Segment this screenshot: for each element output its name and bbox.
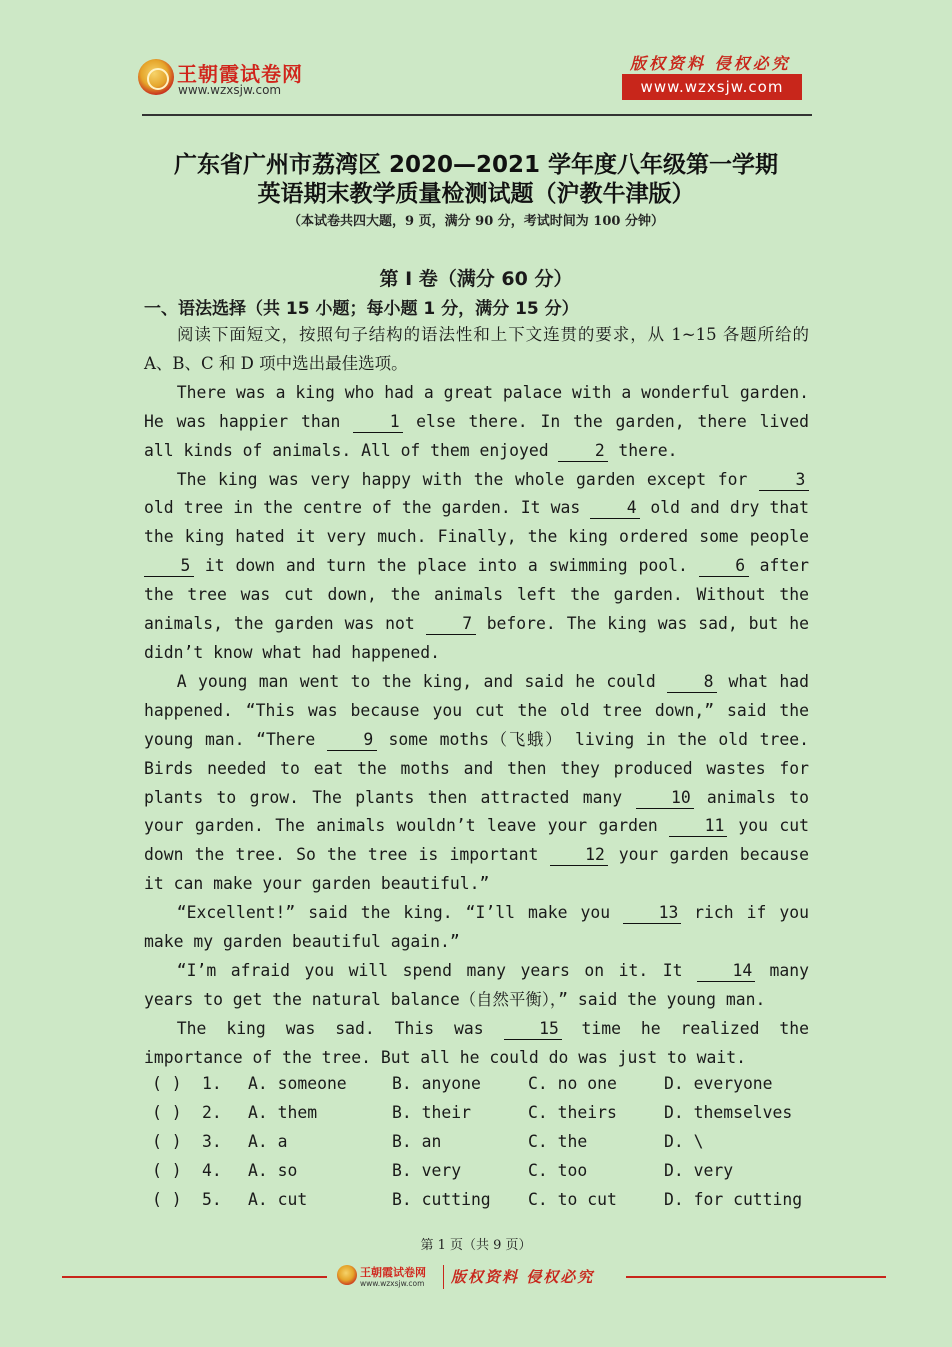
option-d: D. everyone bbox=[664, 1074, 773, 1093]
footer-logo-name: 王朝霞试卷网 bbox=[360, 1266, 426, 1279]
footer-line-right bbox=[626, 1276, 886, 1278]
question-number: 3. bbox=[202, 1131, 222, 1151]
passage-text: else there. In the garden, there lived all kinds of animals. All of them enjoyed bbox=[144, 411, 809, 460]
option-row bbox=[144, 1099, 824, 1128]
option-row bbox=[144, 1128, 824, 1157]
answer-blank: 13 bbox=[623, 903, 681, 924]
option-row bbox=[144, 1157, 824, 1186]
option-b: B. an bbox=[392, 1131, 442, 1151]
header-divider bbox=[142, 114, 812, 116]
answer-paren: ( ) bbox=[152, 1131, 182, 1151]
exam-subtitle: （本试卷共四大题，9 页，满分 90 分，考试时间为 100 分钟） bbox=[288, 214, 664, 229]
footer-separator bbox=[443, 1265, 444, 1289]
passage-text: old tree in the centre of the garden. It was bbox=[144, 498, 591, 518]
question-number: 1. bbox=[202, 1074, 222, 1093]
passage-text: after the tree was cut down, the animals left the garden. Without the animals, the garden was not bbox=[144, 556, 809, 634]
answer-blank: 9 bbox=[327, 730, 377, 751]
passage-text: your garden because it can make your garden beautiful.” bbox=[144, 845, 809, 894]
passage-text: some moths（飞蛾） living in the old tree. Birds needed to eat the moths and then they produced wastes for plants to grow. The plants then attracted many bbox=[144, 729, 810, 807]
instruction: 阅读下面短文，按照句子结构的语法性和上下文连贯的要求，从 1~15 各题所给的 A、B、C 和 D 项中选出最佳选项。 bbox=[144, 325, 809, 373]
option-b: B. anyone bbox=[392, 1074, 481, 1093]
option-row bbox=[144, 1186, 824, 1215]
option-row bbox=[144, 1070, 824, 1099]
passage-text: “I’m afraid you will spend many years on it. It bbox=[176, 960, 697, 980]
answer-blank: 10 bbox=[636, 788, 694, 809]
answer-blank: 2 bbox=[558, 441, 608, 462]
paragraph bbox=[144, 957, 809, 1015]
footer-copyright: 版权资料 侵权必究 bbox=[451, 1268, 595, 1286]
passage-text: you cut down the tree. So the tree is important bbox=[144, 816, 809, 865]
answer-blank: 15 bbox=[504, 1019, 562, 1040]
question-number: 4. bbox=[202, 1160, 222, 1180]
option-c: C. theirs bbox=[528, 1102, 617, 1122]
section-title: 一、语法选择（共 15 小题；每小题 1 分，满分 15 分） bbox=[144, 299, 579, 319]
paragraph bbox=[144, 899, 809, 957]
passage-text: rich if you make my garden beautiful again.” bbox=[144, 903, 809, 952]
page-number: 第 1 页（共 9 页） bbox=[420, 1238, 532, 1253]
passage-text: there. bbox=[608, 440, 678, 460]
option-a: A. so bbox=[248, 1160, 298, 1180]
option-c: C. too bbox=[528, 1160, 588, 1180]
answer-blank: 11 bbox=[669, 816, 727, 837]
passage-text: There was a king who had a great palace with a wonderful garden. He was happier than bbox=[144, 382, 809, 431]
option-d: D. very bbox=[664, 1160, 734, 1180]
passage-body bbox=[144, 321, 809, 1073]
paragraph bbox=[144, 466, 809, 668]
copyright-notice: 版权资料 侵权必究 bbox=[630, 54, 791, 73]
option-c: C. the bbox=[528, 1131, 588, 1151]
passage-text: what had happened. “This was because you cut the old tree down,” said the young man. “There bbox=[144, 671, 810, 749]
option-d: D. themselves bbox=[664, 1102, 793, 1122]
exam-title-line1: 广东省广州市荔湾区 2020—2021 学年度八年级第一学期 bbox=[173, 152, 779, 178]
answer-blank: 5 bbox=[144, 556, 194, 577]
passage-text: The king was sad. This was bbox=[176, 1018, 504, 1038]
option-a: A. a bbox=[248, 1131, 288, 1151]
option-b: B. their bbox=[392, 1102, 471, 1122]
passage-text: animals to your garden. The animals wouldn’t leave your garden bbox=[144, 787, 809, 836]
answer-blank: 6 bbox=[699, 556, 749, 577]
passage-text: many years to get the natural balance（自然平衡），” said the young man. bbox=[144, 960, 809, 1009]
footer-logo-url: www.wzxsjw.com bbox=[360, 1279, 425, 1288]
option-a: A. them bbox=[248, 1102, 318, 1122]
answer-blank: 8 bbox=[667, 672, 717, 693]
option-c: C. to cut bbox=[528, 1189, 617, 1209]
answer-blank: 1 bbox=[353, 412, 403, 433]
footer-line-left bbox=[62, 1276, 327, 1278]
answer-paren: ( ) bbox=[152, 1160, 182, 1180]
option-a: A. someone bbox=[248, 1074, 347, 1093]
option-a: A. cut bbox=[248, 1189, 308, 1209]
answer-blank: 12 bbox=[550, 845, 608, 866]
answer-blank: 14 bbox=[697, 961, 755, 982]
answer-blank: 7 bbox=[426, 614, 476, 635]
page-header bbox=[0, 0, 952, 118]
logo-emblem-icon bbox=[138, 59, 174, 95]
website-url-badge: www.wzxsjw.com bbox=[622, 74, 802, 100]
option-b: B. cutting bbox=[392, 1189, 491, 1209]
part-title: 第 I 卷（满分 60 分） bbox=[379, 268, 573, 290]
option-b: B. very bbox=[392, 1160, 462, 1180]
passage-text: old and dry that the king hated it very much. Finally, the king ordered some people bbox=[144, 498, 809, 547]
option-c: C. no one bbox=[528, 1074, 617, 1093]
paragraph bbox=[144, 1015, 809, 1073]
footer-logo-icon bbox=[337, 1265, 357, 1285]
paragraph bbox=[144, 379, 809, 466]
exam-title-line2: 英语期末教学质量检测试题（沪教牛津版） bbox=[257, 181, 695, 207]
answer-paren: ( ) bbox=[152, 1074, 182, 1093]
logo-name: 王朝霞试卷网 bbox=[177, 62, 303, 86]
paragraph bbox=[144, 668, 809, 899]
question-number: 5. bbox=[202, 1189, 222, 1209]
options-list bbox=[144, 1070, 824, 1214]
passage-text: it down and turn the place into a swimming pool. bbox=[194, 556, 699, 576]
question-number: 2. bbox=[202, 1102, 222, 1122]
passage-text: The king was very happy with the whole garden except for bbox=[176, 469, 759, 489]
answer-blank: 4 bbox=[590, 498, 640, 519]
answer-paren: ( ) bbox=[152, 1102, 182, 1122]
passage-text: time he realized the importance of the tree. But all he could do was just to wait. bbox=[144, 1018, 810, 1067]
answer-paren: ( ) bbox=[152, 1189, 182, 1209]
passage-text: before. The king was sad, but he didn’t know what had happened. bbox=[144, 614, 809, 662]
option-d: D. \ bbox=[664, 1131, 704, 1151]
passage-text: “Excellent!” said the king. “I’ll make you bbox=[176, 903, 624, 923]
answer-blank: 3 bbox=[759, 470, 809, 491]
passage-text: A young man went to the king, and said he could bbox=[176, 671, 668, 691]
logo-url: www.wzxsjw.com bbox=[178, 83, 282, 97]
option-d: D. for cutting bbox=[664, 1189, 803, 1209]
